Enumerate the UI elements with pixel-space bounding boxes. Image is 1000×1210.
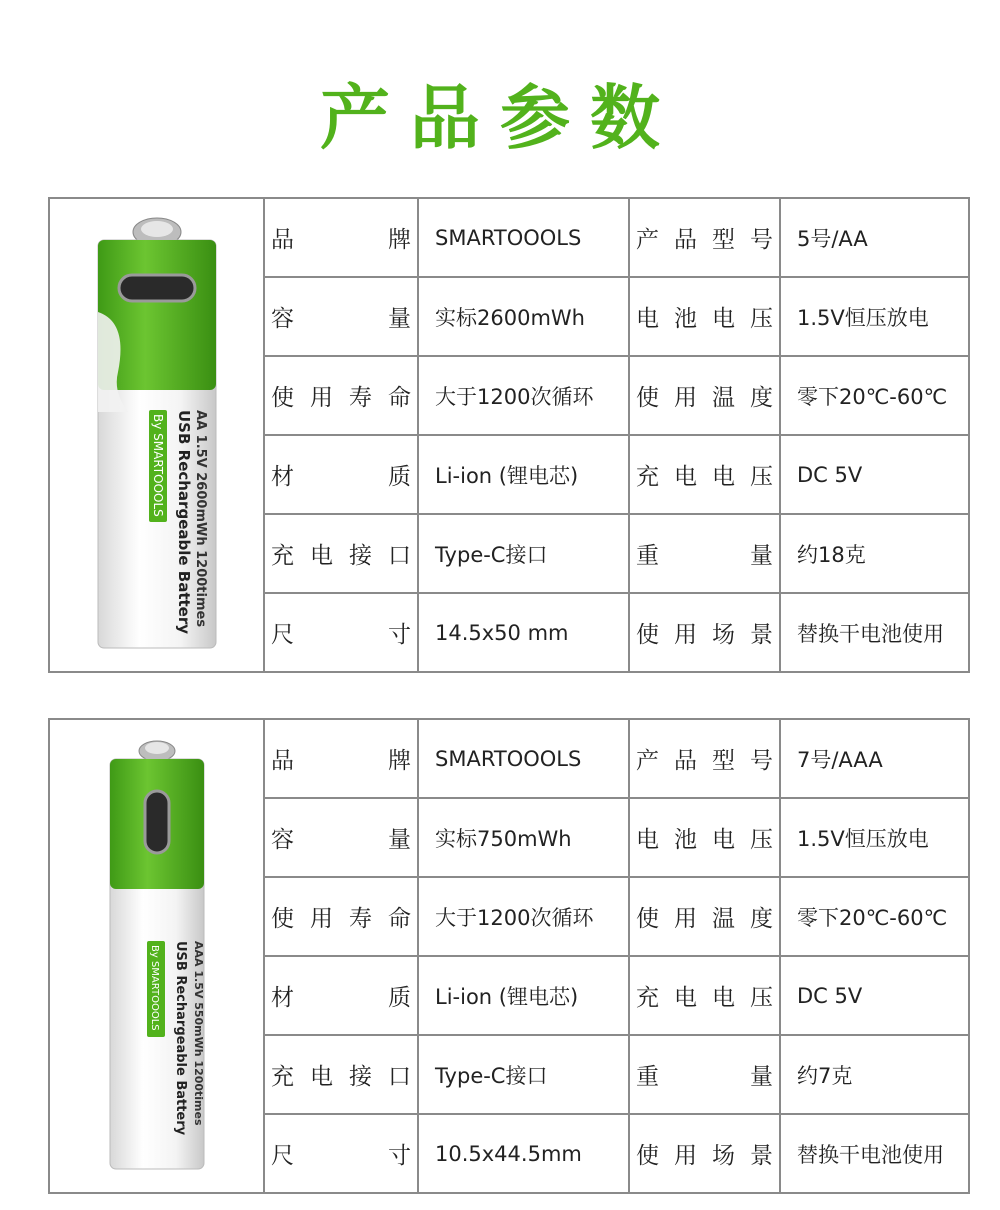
spec-value: 实标2600mWh [418, 277, 629, 356]
spec-label-char: 使 [271, 385, 294, 411]
spec-label-char: 口 [388, 1064, 411, 1090]
spec-value: SMARTOOOLS [418, 719, 629, 798]
spec-label-char: 寿 [349, 906, 372, 932]
spec-label-char: 量 [388, 306, 411, 332]
spec-label-char: 压 [750, 985, 773, 1011]
spec-label-cell [264, 277, 418, 356]
spec-label-cell [264, 593, 418, 672]
spec-label-char: 电 [310, 543, 333, 569]
spec-label-char: 命 [388, 906, 411, 932]
spec-label-char: 电 [712, 827, 735, 853]
spec-label [271, 300, 411, 333]
spec-label-char: 电 [712, 464, 735, 490]
spec-label-cell [629, 514, 780, 593]
spec-value: DC 5V [780, 435, 969, 514]
spec-label-char: 命 [388, 385, 411, 411]
spec-label [636, 1058, 773, 1091]
spec-value: DC 5V [780, 956, 969, 1035]
spec-label-cell [629, 1035, 780, 1114]
spec-label-char: 电 [674, 464, 697, 490]
spec-label-cell [264, 877, 418, 956]
spec-label-char: 品 [271, 748, 294, 774]
spec-value: 大于1200次循环 [418, 356, 629, 435]
spec-value: SMARTOOOLS [418, 198, 629, 277]
spec-label-cell [264, 514, 418, 593]
spec-label-char: 质 [388, 985, 411, 1011]
spec-label-cell [629, 877, 780, 956]
spec-label [271, 1058, 411, 1091]
spec-label-char: 品 [674, 227, 697, 253]
spec-row [49, 198, 969, 277]
spec-label-cell [629, 277, 780, 356]
spec-label-char: 充 [271, 543, 294, 569]
spec-label-char: 电 [310, 1064, 333, 1090]
spec-label-char: 品 [271, 227, 294, 253]
battery-image-cell [49, 198, 264, 672]
spec-label [636, 616, 773, 649]
spec-label-cell [629, 435, 780, 514]
spec-label-cell [629, 198, 780, 277]
spec-label-char: 使 [636, 385, 659, 411]
spec-label-char: 压 [750, 827, 773, 853]
spec-label-char: 型 [712, 227, 735, 253]
spec-label [271, 616, 411, 649]
spec-label-char: 量 [750, 1064, 773, 1090]
spec-table-aa [48, 197, 970, 673]
spec-label [636, 221, 773, 254]
spec-label-cell [629, 719, 780, 798]
spec-value: Type-C接口 [418, 1035, 629, 1114]
spec-label-char: 容 [271, 306, 294, 332]
spec-label-cell [264, 956, 418, 1035]
spec-label-char: 质 [388, 464, 411, 490]
spec-value: 零下20℃-60℃ [780, 356, 969, 435]
spec-value: 5号/AA [780, 198, 969, 277]
spec-label-char: 口 [388, 543, 411, 569]
spec-label [636, 900, 773, 933]
spec-label-char: 电 [636, 827, 659, 853]
spec-label [271, 979, 411, 1012]
battery-spec-line: AAA 1.5V 550mWh 1200times [191, 941, 205, 1126]
battery-product-line: USB Rechargeable Battery [172, 941, 188, 1136]
spec-label-char: 度 [750, 385, 773, 411]
spec-row [49, 719, 969, 798]
spec-label [636, 537, 773, 570]
spec-label-char: 材 [271, 464, 294, 490]
spec-label [636, 458, 773, 491]
spec-value: 零下20℃-60℃ [780, 877, 969, 956]
spec-label-cell [629, 593, 780, 672]
spec-label-char: 使 [636, 906, 659, 932]
spec-label-cell [264, 1114, 418, 1193]
spec-label-char: 度 [750, 906, 773, 932]
spec-value: 约7克 [780, 1035, 969, 1114]
spec-label-char: 号 [750, 227, 773, 253]
spec-label-cell [629, 956, 780, 1035]
spec-label [271, 379, 411, 412]
spec-value: 约18克 [780, 514, 969, 593]
spec-label-char: 产 [636, 227, 659, 253]
spec-label [271, 458, 411, 491]
spec-label [271, 1137, 411, 1170]
spec-label-char: 温 [712, 385, 735, 411]
spec-label-char: 池 [674, 306, 697, 332]
spec-label-cell [264, 798, 418, 877]
spec-label-char: 温 [712, 906, 735, 932]
battery-image [102, 731, 212, 1181]
spec-value: 10.5x44.5mm [418, 1114, 629, 1193]
spec-label-char: 量 [388, 827, 411, 853]
spec-label-cell [264, 1035, 418, 1114]
spec-label-char: 场 [712, 622, 735, 648]
spec-label-char: 充 [271, 1064, 294, 1090]
spec-label-char: 材 [271, 985, 294, 1011]
spec-label-char: 场 [712, 1143, 735, 1169]
spec-label [636, 1137, 773, 1170]
usb-c-port-icon [145, 791, 169, 853]
spec-label-char: 电 [712, 306, 735, 332]
spec-label [271, 742, 411, 775]
spec-label [636, 979, 773, 1012]
spec-value: 实标750mWh [418, 798, 629, 877]
spec-label-char: 量 [750, 543, 773, 569]
spec-label-char: 寿 [349, 385, 372, 411]
spec-label-char: 牌 [388, 748, 411, 774]
spec-label-cell [264, 198, 418, 277]
spec-label-char: 景 [750, 622, 773, 648]
spec-value: Type-C接口 [418, 514, 629, 593]
spec-label [271, 221, 411, 254]
spec-value: 7号/AAA [780, 719, 969, 798]
spec-label-char: 号 [750, 748, 773, 774]
spec-label-char: 用 [310, 906, 333, 932]
spec-value: 1.5V恒压放电 [780, 798, 969, 877]
spec-label-cell [264, 435, 418, 514]
battery-brand-badge: By SMARTOOOLS [150, 414, 165, 517]
spec-label-cell [629, 1114, 780, 1193]
spec-label-char: 用 [674, 906, 697, 932]
spec-label-char: 池 [674, 827, 697, 853]
spec-label-char: 景 [750, 1143, 773, 1169]
spec-label-cell [629, 356, 780, 435]
spec-label-char: 电 [636, 306, 659, 332]
spec-label-char: 用 [674, 622, 697, 648]
spec-value: 1.5V恒压放电 [780, 277, 969, 356]
spec-label-char: 寸 [388, 1143, 411, 1169]
spec-label [271, 900, 411, 933]
battery-spec-line: AA 1.5V 2600mWh 1200times [192, 410, 208, 628]
spec-label-char: 电 [712, 985, 735, 1011]
spec-value: Li-ion (锂电芯) [418, 435, 629, 514]
spec-label [271, 821, 411, 854]
spec-label-char: 使 [271, 906, 294, 932]
spec-label-char: 压 [750, 464, 773, 490]
spec-label-char: 尺 [271, 1143, 294, 1169]
spec-label-cell [629, 798, 780, 877]
spec-label-char: 压 [750, 306, 773, 332]
spec-label-char: 充 [636, 985, 659, 1011]
spec-label-cell [264, 719, 418, 798]
spec-label-char: 产 [636, 748, 659, 774]
spec-label-char: 电 [674, 985, 697, 1011]
spec-label-char: 容 [271, 827, 294, 853]
spec-label-char: 重 [636, 1064, 659, 1090]
spec-label [636, 821, 773, 854]
spec-label [636, 300, 773, 333]
battery-image [92, 210, 222, 660]
spec-label-char: 品 [674, 748, 697, 774]
battery-image-cell [49, 719, 264, 1193]
battery-brand-badge: By SMARTOOOLS [148, 945, 160, 1031]
spec-label-char: 用 [674, 1143, 697, 1169]
spec-label-char: 寸 [388, 622, 411, 648]
spec-label [271, 537, 411, 570]
spec-label-char: 用 [310, 385, 333, 411]
battery-product-line: USB Rechargeable Battery [174, 410, 193, 635]
spec-label [636, 742, 773, 775]
spec-label-char: 用 [674, 385, 697, 411]
spec-label [636, 379, 773, 412]
spec-table-aaa [48, 718, 970, 1194]
spec-value: 替换干电池使用 [780, 1114, 969, 1193]
spec-label-char: 型 [712, 748, 735, 774]
spec-value: 14.5x50 mm [418, 593, 629, 672]
spec-value: Li-ion (锂电芯) [418, 956, 629, 1035]
spec-label-cell [264, 356, 418, 435]
spec-label-char: 充 [636, 464, 659, 490]
page-title: 产品参数 [320, 77, 680, 159]
spec-label-char: 重 [636, 543, 659, 569]
spec-value: 大于1200次循环 [418, 877, 629, 956]
spec-label-char: 牌 [388, 227, 411, 253]
spec-label-char: 尺 [271, 622, 294, 648]
spec-label-char: 接 [349, 543, 372, 569]
spec-value: 替换干电池使用 [780, 593, 969, 672]
spec-label-char: 使 [636, 622, 659, 648]
usb-c-port-icon [119, 275, 195, 301]
spec-label-char: 使 [636, 1143, 659, 1169]
spec-label-char: 接 [349, 1064, 372, 1090]
